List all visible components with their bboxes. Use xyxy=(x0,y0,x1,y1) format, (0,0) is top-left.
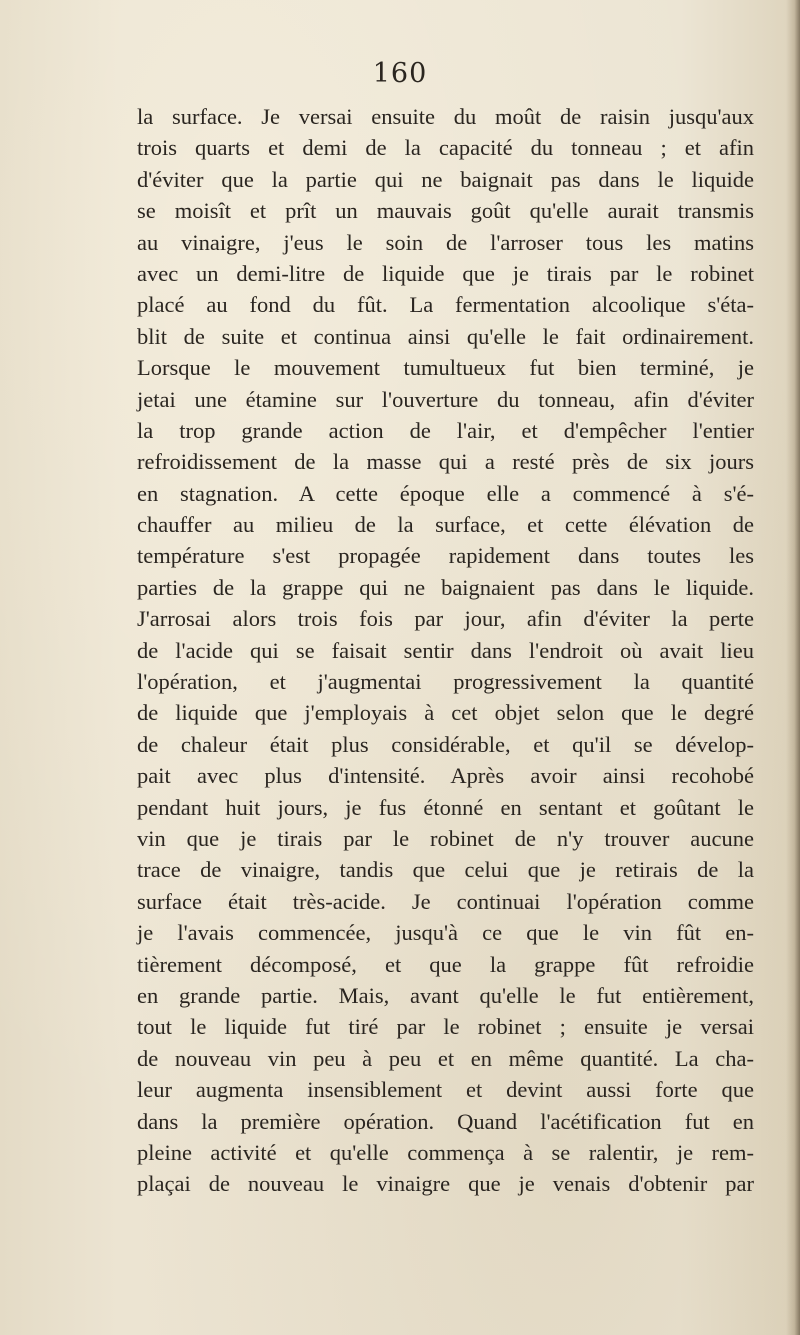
text-line: placé au fond du fût. La fermentation alcoolique s'éta- xyxy=(137,292,754,318)
page-number: 160 xyxy=(372,58,428,89)
text-line: jetai une étamine sur l'ouverture du tonneau, afin d'éviter xyxy=(137,386,754,412)
body-text xyxy=(137,101,754,1200)
text-line: parties de la grappe qui ne baignaient pas dans le liquide. xyxy=(137,574,754,600)
text-line: vin que je tirais par le robinet de n'y trouver aucune xyxy=(137,825,754,851)
text-line: avec un demi-litre de liquide que je tirais par le robinet xyxy=(137,260,754,286)
text-line: surface était très-acide. Je continuai l'opération comme xyxy=(137,888,754,914)
text-line: l'opération, et j'augmentai progressivement la quantité xyxy=(137,669,754,695)
text-line: tout le liquide fut tiré par le robinet ; ensuite je versai xyxy=(137,1014,754,1040)
text-line: trois quarts et demi de la capacité du tonneau ; et afin xyxy=(137,135,754,161)
text-line: de chaleur était plus considérable, et qu'il se dévelop- xyxy=(137,731,754,757)
text-line: je l'avais commencée, jusqu'à ce que le vin fût en- xyxy=(137,920,754,946)
text-line: pendant huit jours, je fus étonné en sentant et goûtant le xyxy=(137,794,754,820)
text-line: en grande partie. Mais, avant qu'elle le fut entièrement, xyxy=(137,982,754,1008)
text-line: plaçai de nouveau le vinaigre que je venais d'obtenir par xyxy=(137,1171,754,1197)
text-line: en stagnation. A cette époque elle a commencé à s'é- xyxy=(137,480,754,506)
text-line: d'éviter que la partie qui ne baignait pas dans le liquide xyxy=(137,166,754,192)
text-line: de nouveau vin peu à peu et en même quantité. La cha- xyxy=(137,1045,754,1071)
text-line: au vinaigre, j'eus le soin de l'arroser tous les matins xyxy=(137,229,754,255)
text-line: pait avec plus d'intensité. Après avoir ainsi recohobé xyxy=(137,763,754,789)
text-line: blit de suite et continua ainsi qu'elle le fait ordinairement. xyxy=(137,323,754,349)
text-line: Lorsque le mouvement tumultueux fut bien terminé, je xyxy=(137,355,754,381)
text-line: refroidissement de la masse qui a resté près de six jours xyxy=(137,449,754,475)
text-line: température s'est propagée rapidement dans toutes les xyxy=(137,543,754,569)
text-line: chauffer au milieu de la surface, et cette élévation de xyxy=(137,512,754,538)
text-line: se moisît et prît un mauvais goût qu'elle aurait transmis xyxy=(137,198,754,224)
text-line: leur augmenta insensiblement et devint aussi forte que xyxy=(137,1077,754,1103)
text-line: de liquide que j'employais à cet objet selon que le degré xyxy=(137,700,754,726)
text-line: dans la première opération. Quand l'acétification fut en xyxy=(137,1108,754,1134)
page-edge-shadow xyxy=(786,0,800,1335)
text-line: trace de vinaigre, tandis que celui que je retirais de la xyxy=(137,857,754,883)
text-line: de l'acide qui se faisait sentir dans l'endroit où avait lieu xyxy=(137,637,754,663)
text-line: la trop grande action de l'air, et d'empêcher l'entier xyxy=(137,417,754,443)
text-line: pleine activité et qu'elle commença à se ralentir, je rem- xyxy=(137,1139,754,1165)
text-line: J'arrosai alors trois fois par jour, afin d'éviter la perte xyxy=(137,606,754,632)
text-line: tièrement décomposé, et que la grappe fût refroidie xyxy=(137,951,754,977)
text-line: la surface. Je versai ensuite du moût de raisin jusqu'aux xyxy=(137,104,754,129)
